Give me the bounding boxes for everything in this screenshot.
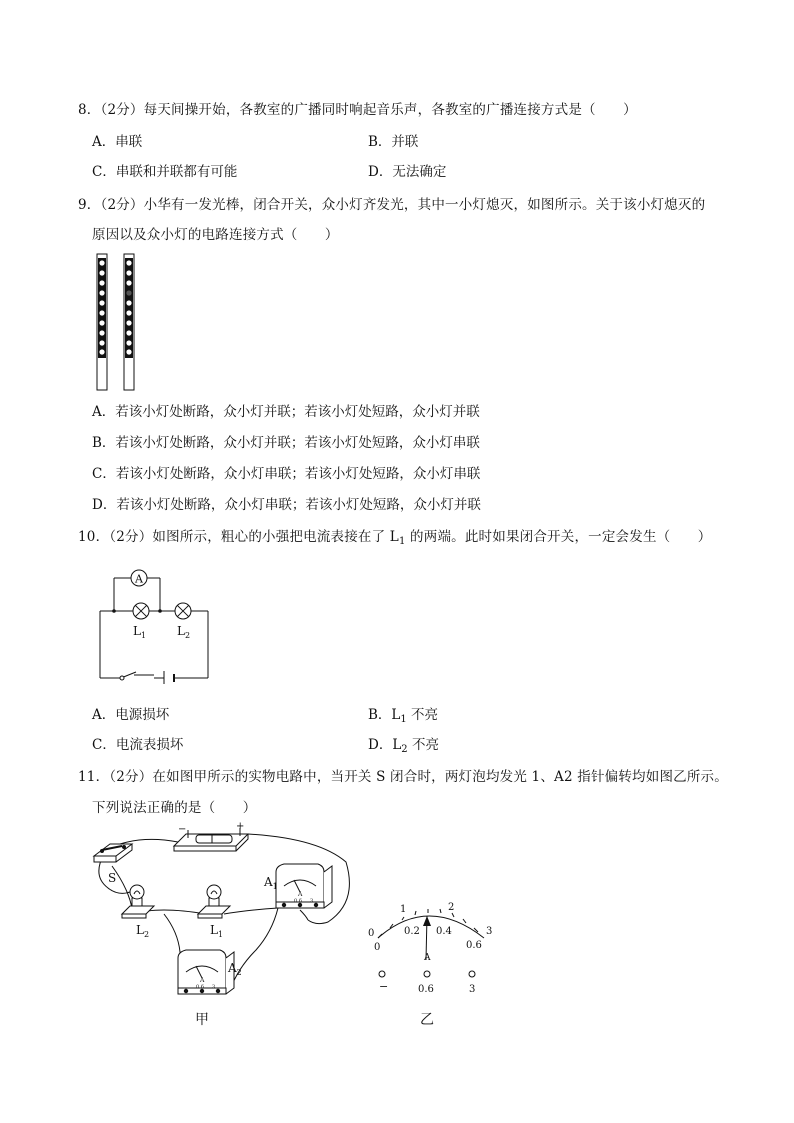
lamp-l2-symbol	[175, 603, 191, 619]
outer-scale-2: 2	[448, 902, 455, 913]
a1-label: $A_1$	[264, 875, 278, 891]
q8-option-c: C．串联和并联都有可能	[92, 164, 238, 180]
q9-option-d: D．若该小灯处断路，众小灯串联；若该小灯处短路，众小灯并联	[92, 497, 481, 513]
switch-label: S	[108, 871, 117, 885]
q9-stem-line2: 原因以及众小灯的电路连接方式（ ）	[92, 227, 339, 243]
svg-text:A: A	[135, 572, 143, 586]
battery-plus-label: +	[236, 822, 245, 832]
needle-arrow	[423, 916, 431, 926]
light-stick-right	[124, 254, 134, 390]
ammeter-a2	[178, 950, 234, 994]
q10-option-c: C．电流表损坏	[92, 737, 184, 753]
q11-figure-physical-circuit	[88, 822, 360, 1032]
outer-scale-3: 3	[486, 926, 493, 937]
terminal-minus	[379, 971, 385, 977]
q8-option-d: D．无法确定	[368, 164, 447, 180]
a1-terminal-label-3: 3	[310, 898, 314, 904]
a2-terminal-label: 0.6	[196, 984, 204, 990]
a1-face-letter: A	[298, 891, 303, 898]
switch-s	[94, 844, 132, 862]
terminal-3	[469, 971, 475, 977]
q9-light-stick-figure	[92, 252, 142, 394]
q10-option-d: D．$L_2$ 不亮	[368, 737, 439, 755]
ammeter-symbol	[131, 570, 147, 586]
outer-scale-0: 0	[368, 928, 375, 939]
a2-face-letter: A	[200, 977, 205, 984]
outer-scale-1: 1	[400, 904, 407, 915]
q9-option-b: B．若该小灯处断路，众小灯并联；若该小灯处短路，众小灯串联	[92, 435, 480, 451]
ammeter-a1	[276, 864, 332, 908]
lamp-l1-symbol	[133, 603, 149, 619]
q8-stem: 8．（2分）每天间操开始，各教室的广播同时响起音乐声，各教室的广播连接方式是（ ）	[78, 102, 637, 118]
battery-symbol	[164, 671, 174, 684]
q10-stem: 10．（2分）如图所示，粗心的小强把电流表接在了 $L_1$ 的两端。此时如果闭合开关，一定会发生（ ）	[78, 529, 712, 547]
inner-scale-0: 0	[374, 942, 381, 953]
battery-minus-label: −	[178, 824, 187, 835]
q11-figure-ammeter-dial	[360, 896, 500, 1032]
terminal-3-label: 3	[469, 984, 476, 995]
inner-scale-0-2: 0.2	[404, 926, 420, 937]
q10-option-b: B．$L_1$ 不亮	[368, 707, 439, 725]
figure-caption-jia: 甲	[195, 1012, 209, 1028]
a1-terminal-label: 0.6	[294, 898, 302, 904]
q8-option-b: B．并联	[368, 134, 419, 150]
a2-label: $A_2$	[228, 961, 242, 977]
q9-stem-line1: 9．（2分）小华有一发光棒，闭合开关，众小灯齐发光，其中一小灯熄灭，如图所示。关于该小灯熄灭的	[78, 197, 706, 213]
terminal-0-6	[424, 971, 430, 977]
q11-stem-line2: 下列说法正确的是（ ）	[92, 800, 257, 816]
figure-caption-yi: 乙	[420, 1012, 434, 1028]
inner-scale-0-4: 0.4	[436, 926, 452, 937]
q8-option-a: A．串联	[92, 134, 143, 150]
terminal-minus-label: −	[379, 980, 389, 993]
q9-option-c: C．若该小灯处断路，众小灯串联；若该小灯处短路，众小灯串联	[92, 466, 481, 482]
l2-label: $L_2$	[177, 624, 191, 640]
lamp-l2	[122, 885, 154, 918]
l2-label: $L_2$	[136, 923, 150, 939]
q11-stem-line1: 11．（2分）在如图甲所示的实物电路中，当开关 S 闭合时，两灯泡均发光 1、A2 指针偏转均如图乙所示。	[78, 769, 728, 785]
l1-label: $L_1$	[133, 624, 147, 640]
q9-option-a: A．若该小灯处断路，众小灯并联；若该小灯处短路，众小灯并联	[92, 404, 480, 420]
a2-terminal-label-3: 3	[212, 984, 216, 990]
lamp-l1	[198, 885, 230, 918]
terminal-0-6-label: 0.6	[418, 984, 434, 995]
inner-scale-0-6: 0.6	[466, 940, 482, 951]
unlit-bulb	[126, 290, 131, 295]
q10-option-a: A．电源损坏	[92, 707, 170, 723]
light-stick-left	[97, 254, 107, 390]
q10-circuit-diagram	[92, 562, 217, 684]
l1-label: $L_1$	[210, 923, 224, 939]
switch-symbol	[120, 672, 136, 680]
dial-unit: A	[424, 953, 431, 963]
